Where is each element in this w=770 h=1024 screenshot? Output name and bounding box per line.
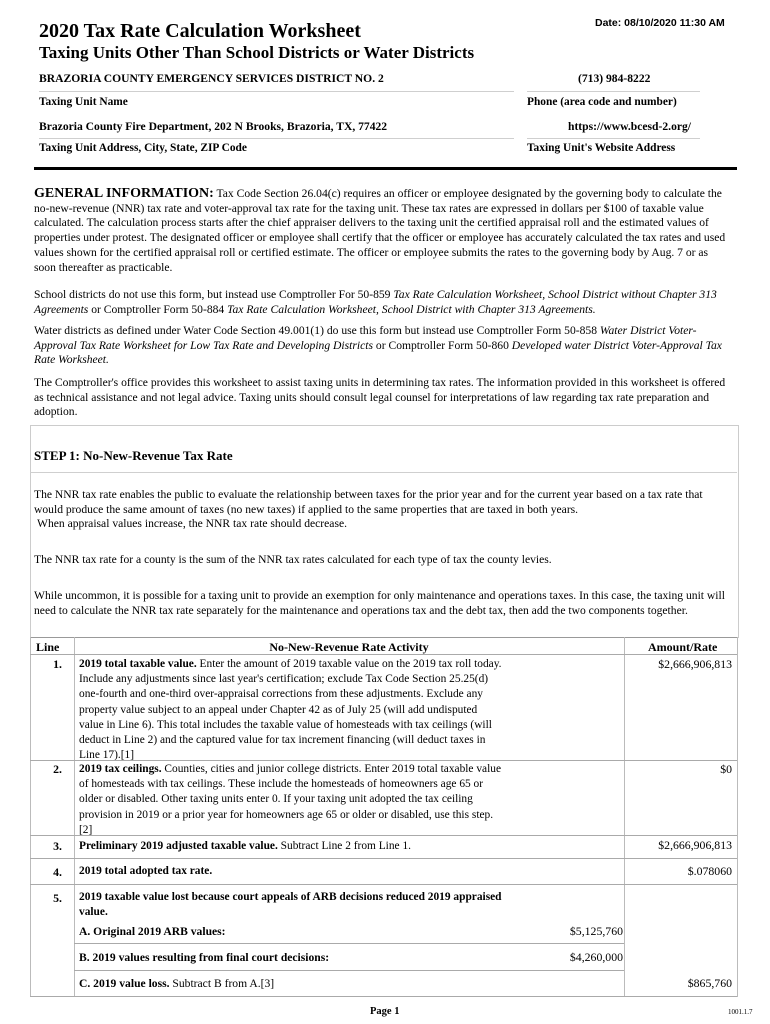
page-title: 2020 Tax Rate Calculation Worksheet (39, 20, 361, 42)
table-row-description (79, 890, 504, 920)
table-row-description (79, 864, 504, 879)
row-title: 2019 total taxable value. (79, 658, 197, 670)
website-value: https://www.bcesd-2.org/ (568, 120, 692, 133)
row-text: Counties, cities and junior college districts. Enter 2019 total taxable value of homesteads with tax ceilings. These include the homesteads of homeowners age 65 or older or disabled. Other taxing units enter 0. If your taxing unit adopted the tax ceiling provision in 2019 or a prior year for homeowners age 65 or older or disabled, use this step.[2] (79, 763, 501, 836)
line-number: 4. (53, 865, 62, 879)
page-number: Page 1 (370, 1006, 400, 1017)
step1-paragraph-2 (34, 553, 729, 568)
taxing-unit-name-label: Taxing Unit Name (39, 96, 128, 108)
print-date: Date: 08/10/2020 11:30 AM (595, 17, 725, 29)
column-divider (737, 637, 738, 997)
field-underline (527, 91, 700, 92)
page-subtitle: Taxing Units Other Than School Districts or Water Districts (39, 43, 475, 62)
form-50-884-title: Tax Rate Calculation Worksheet, School District with Chapter 313 Agreements. (227, 302, 596, 316)
step1-heading: STEP 1: No-New-Revenue Tax Rate (34, 448, 233, 463)
row-amount: $0 (720, 762, 732, 776)
table-rule (30, 760, 737, 761)
line-5b-label: B. 2019 values resulting from final court decisions: (79, 951, 330, 964)
general-info-paragraph (34, 187, 729, 275)
table-rule (74, 943, 624, 944)
step1-paragraph-1 (34, 488, 729, 532)
taxing-unit-address-value: Brazoria County Fire Department, 202 N Brooks, Brazoria, TX, 77422 (39, 120, 388, 133)
general-info-text: Tax Code Section 26.04(c) requires an officer or employee designated by the governing body to calculate the no-new-revenue (NNR) tax rate and voter-approval tax rate for the taxing unit. These tax rates are expressed in dollars per $100 of taxable value calculated. The calculation process starts after the chief appraiser delivers to the taxing unit the certified appraisal roll and the estimated values of properties under protest. The designated officer or employee shall certify that the officer or employee has accurately calculated the tax rates and used values shown for the certified appraisal roll or certified estimate. The officer or employee submits the rates to the governing body by Aug. 7 or as soon thereafter as practicable. (34, 187, 726, 274)
table-rule (30, 996, 737, 997)
line-5a-amount: $5,125,760 (569, 924, 623, 938)
phone-value: (713) 984-8222 (578, 72, 651, 85)
line-number: 2. (53, 762, 62, 776)
phone-label: Phone (area code and number) (527, 96, 677, 108)
row-title: 2019 tax ceilings. (79, 763, 162, 775)
table-rule (30, 858, 737, 859)
field-underline (527, 138, 700, 139)
table-row-description (79, 657, 504, 763)
step1-heading-rule (30, 472, 737, 473)
line-number: 3. (53, 839, 62, 853)
line-number: 5. (53, 891, 62, 905)
column-divider (30, 637, 31, 997)
line-5c-amount: $865,760 (687, 976, 732, 990)
line-5c-title: C. 2019 value loss. (79, 977, 170, 990)
row-amount: $2,666,906,813 (658, 838, 732, 852)
line-5a-label: A. Original 2019 ARB values: (79, 925, 226, 938)
form-version: 1001.1.7 (728, 1008, 753, 1016)
row-title: 2019 taxable value lost because court appeals of ARB decisions reduced 2019 appraised value. (79, 891, 502, 919)
row-title: 2019 total adopted tax rate. (79, 865, 213, 877)
row-amount: $2,666,906,813 (658, 657, 732, 671)
step1-text: When appraisal values increase, the NNR tax rate should decrease. (37, 517, 348, 531)
line-number: 1. (53, 657, 62, 671)
col-header-line: Line (36, 640, 60, 654)
row-text: Subtract Line 2 from Line 1. (277, 840, 411, 852)
table-rule (30, 654, 737, 655)
table-rule (30, 884, 737, 885)
website-label: Taxing Unit's Website Address (527, 142, 676, 154)
step1-paragraph-3 (34, 589, 729, 618)
step1-text: While uncommon, it is possible for a taxing unit to provide an exemption for only maintenance and operations taxes. In this case, the taxing unit will need to calculate the NNR tax rate separately for the maintenance and operations tax and the debt tax, then add the two components together. (34, 589, 725, 617)
comptroller-paragraph (34, 376, 729, 420)
step1-text: The NNR tax rate enables the public to evaluate the relationship between taxes for the prior year and for the current year based on a tax rate that would produce the same amount of taxes (no new taxes) if applied to the same properties that are taxed in both years. (34, 488, 703, 516)
col-header-activity: No-New-Revenue Rate Activity (269, 640, 429, 654)
water-text: Water districts as defined under Water Code Section 49.001(1) do use this form but instead use Comptroller Form 50-858 (34, 324, 600, 337)
water-district-paragraph (34, 324, 729, 368)
form-50-859-title: Tax Rate Calculation Worksheet, School District without Chapter 313 Agreements (34, 288, 717, 316)
row-title: Preliminary 2019 adjusted taxable value. (79, 840, 278, 852)
comptroller-text: The Comptroller's office provides this worksheet to assist taxing units in determining tax rates. The information provided in this worksheet is offered as technical assistance and not legal advice. Taxing units should consult legal counsel for interpretations of law regarding tax rate preparation and adoption. (34, 376, 726, 419)
form-50-860-title: Developed water District Voter-Approval Tax Rate Worksheet. (34, 338, 722, 367)
line-5c-text: Subtract B from A.[3] (169, 977, 275, 990)
general-info-heading: GENERAL INFORMATION: (34, 186, 214, 201)
field-underline (39, 138, 514, 139)
row-amount: $.078060 (687, 864, 732, 878)
column-divider (624, 637, 625, 997)
step1-text: The NNR tax rate for a county is the sum of the NNR tax rates calculated for each type of tax the county levies. (34, 553, 552, 566)
table-rule (30, 835, 737, 836)
school-text: or Comptroller Form 50-884 (88, 302, 228, 316)
taxing-unit-address-label: Taxing Unit Address, City, State, ZIP Code (39, 142, 247, 154)
header-rule (34, 167, 737, 170)
school-district-paragraph (34, 288, 729, 317)
row-text: Enter the amount of 2019 taxable value on the 2019 tax roll today. Include any adjustments since last year's certification; exclude Tax Code Section 25.25(d) one-fourth and one-third over-appraisal corrections from these adjustments. Exclude any property value subject to an appeal under Chapter 42 as of July 25 (will add undisputed value in Line 6). This total includes the taxable value of homesteads with tax ceilings (will deduct in Line 2) and the captured value for tax increment financing (will deduct taxes in Line 17).[1] (79, 658, 502, 762)
water-text: or Comptroller Form 50-860 (373, 338, 512, 352)
col-header-amount: Amount/Rate (648, 640, 718, 654)
taxing-unit-name-value: BRAZORIA COUNTY EMERGENCY SERVICES DISTRICT NO. 2 (39, 72, 384, 85)
table-row-description (79, 762, 504, 838)
school-text: School districts do not use this form, but instead use Comptroller For 50-859 (34, 288, 394, 301)
line-5c-label (79, 977, 274, 990)
table-row-description (79, 839, 579, 854)
field-underline (39, 91, 514, 92)
table-rule (74, 970, 624, 971)
line-5b-amount: $4,260,000 (569, 950, 623, 964)
form-50-858-title: Water District Voter-Approval Tax Rate Worksheet for Low Tax Rate and Developing Districts (34, 324, 697, 352)
